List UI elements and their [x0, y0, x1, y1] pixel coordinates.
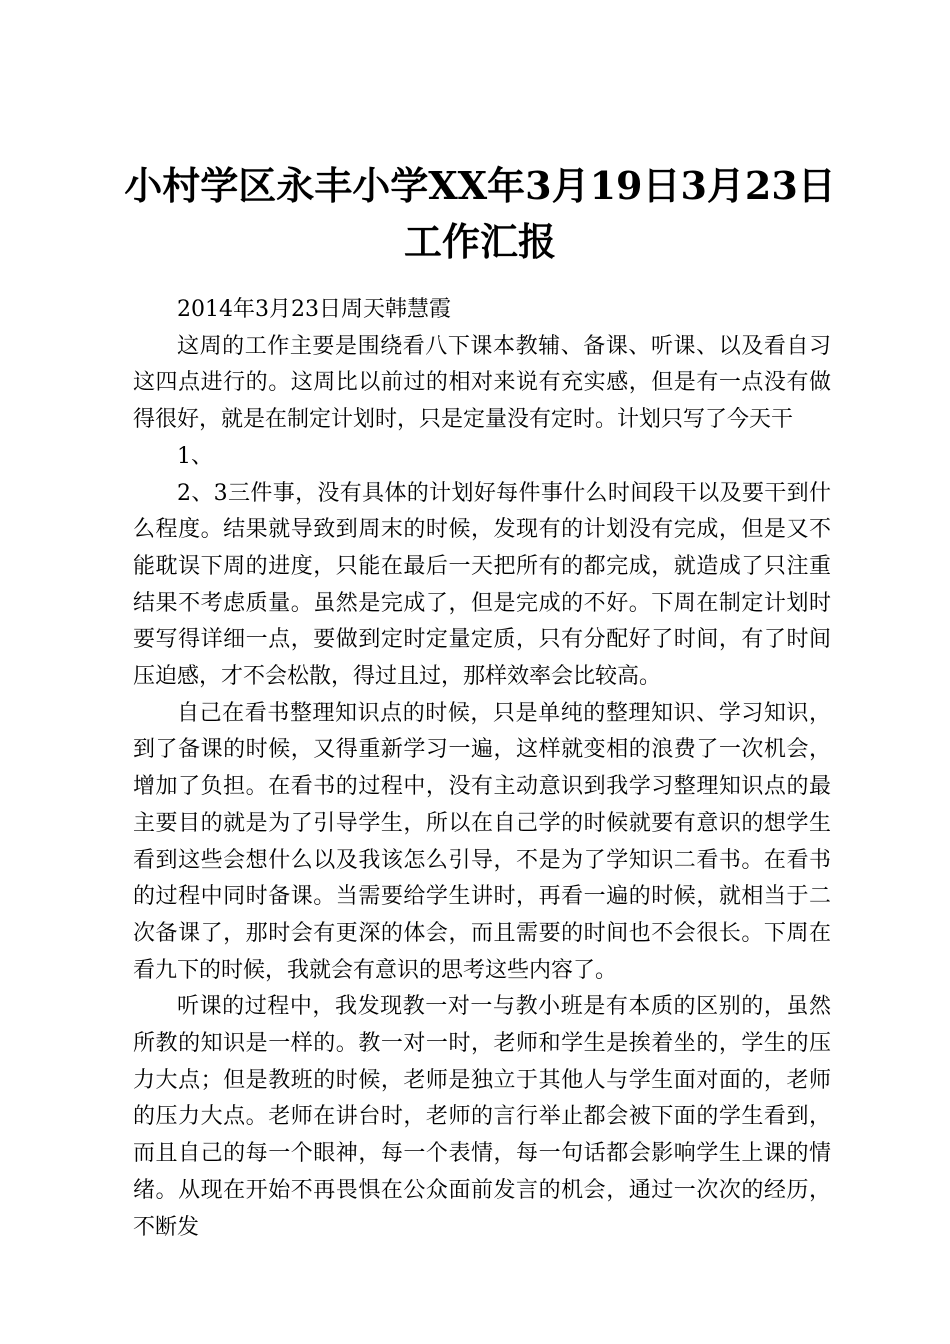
byline: 2014年3月23日周天韩慧霞	[177, 297, 451, 322]
paragraph: 2、3三件事，没有具体的计划好每件事什么时间段干以及要干到什么程度。结果就导致到周末的时候，发现有的计划没有完成，但是又不能耽误下周的进度，只能在最后一天把所有的都完成，就造成了只注重结果不考虑质量。虽然是完成了，但是完成的不好。下周在制定计划时要写得详细一点，要做到定时定量定质，只有分配好了时间，有了时间压迫感，才不会松散，得过且过，那样效率会比较高。	[133, 480, 831, 690]
paragraph: 1、	[177, 443, 213, 469]
document-body	[133, 292, 831, 1246]
paragraph: 听课的过程中，我发现教一对一与教小班是有本质的区别的，虽然所教的知识是一样的。教一对一时，老师和学生是挨着坐的，学生的压力大点；但是教班的时候，老师是独立于其他人与学生面对面的，老师的压力大点。老师在讲台时，老师的言行举止都会被下面的学生看到，而且自己的每一个眼神，每一个表情，每一句话都会影响学生上课的情绪。从现在开始不再畏惧在公众面前发言的机会，通过一次次的经历，不断发	[133, 994, 831, 1240]
document-title: 小村学区永丰小学XX年3月19日3月23日工作汇报	[124, 163, 836, 264]
paragraph: 这周的工作主要是围绕看八下课本教辅、备课、听课、以及看自习这四点进行的。这周比以前过的相对来说有充实感，但是有一点没有做得很好，就是在制定计划时，只是定量没有定时。计划只写了今天干	[133, 333, 831, 433]
paragraph: 自己在看书整理知识点的时候，只是单纯的整理知识、学习知识，到了备课的时候，又得重新学习一遍，这样就变相的浪费了一次机会，增加了负担。在看书的过程中，没有主动意识到我学习整理知识点的最主要目的就是为了引导学生，所以在自己学的时候就要有意识的想学生看到这些会想什么以及我该怎么引导，不是为了学知识二看书。在看书的过程中同时备课。当需要给学生讲时，再看一遍的时候，就相当于二次备课了，那时会有更深的体会，而且需要的时间也不会很长。下周在看九下的时候，我就会有意识的思考这些内容了。	[133, 700, 831, 983]
